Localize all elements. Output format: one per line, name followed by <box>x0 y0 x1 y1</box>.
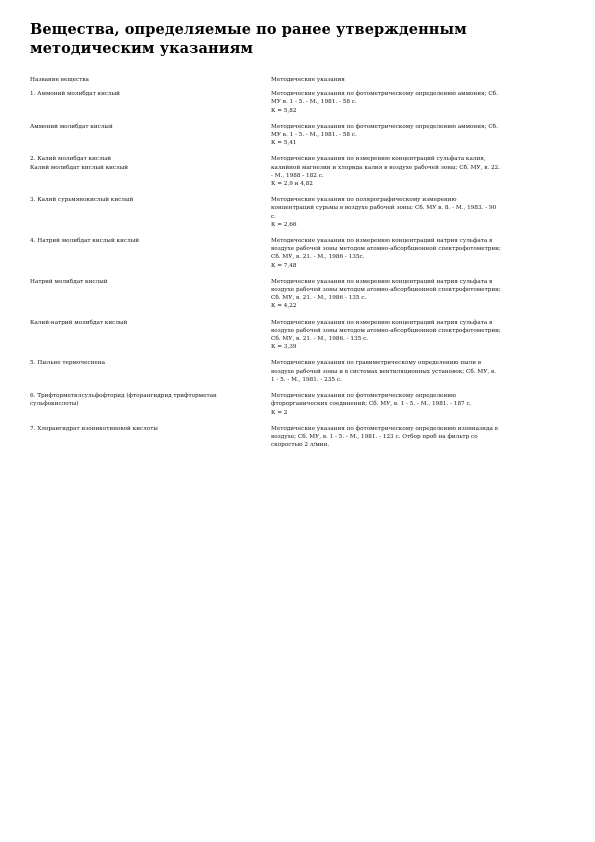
substance-name-cell <box>30 359 271 367</box>
substance-name-line: 7. Хлорангидрат изоникотиновой кислоты <box>30 425 158 432</box>
substance-name-line: 6. Трифторметилсульфофторид (фторангидрид трифторметан <box>30 393 217 400</box>
method-reference-line: калийной магнезии и хлорида калия в воздухе рабочей зоны; Сб. МУ, в. 22. <box>271 164 501 171</box>
method-reference-cell <box>271 237 570 270</box>
method-reference-cell <box>271 425 570 450</box>
method-reference-line: Методические указания по измерению концентраций натрия сульфата в <box>271 319 493 326</box>
substance-name-line: Калий молибдат кислый кислый <box>30 164 129 171</box>
method-reference-cell <box>271 123 570 148</box>
method-reference-line: Методические указания по фотометрическому определению аммония; Сб. <box>271 91 498 98</box>
method-reference-line: воздухе рабочей зоны методом атомно-абсорбционной спектрофотометрии; <box>271 246 501 253</box>
method-reference-line: Методические указания по фотометрическому определению аммония; Сб. <box>271 123 498 130</box>
substance-name-cell <box>30 196 271 204</box>
substance-name-cell <box>30 425 271 433</box>
method-reference-line: - М., 1988 - 182 с. <box>271 172 324 179</box>
method-reference-line: воздухе; Сб. МУ, в. 1 - 5. - М., 1981. - 123 с. Отбор проб на фильтр со <box>271 433 478 440</box>
substance-name-line: 2. Калий молибдат кислый <box>30 156 112 163</box>
method-reference-line: концентраций сурьмы в воздухе рабочей зоны; Сб. МУ в. 8. - М., 1983. - 90 <box>271 205 497 212</box>
table-row <box>30 196 570 229</box>
substance-name-line: 1. Аммоний молибдат кислый <box>30 91 120 98</box>
method-reference-cell <box>271 278 570 311</box>
method-reference-cell <box>271 155 570 188</box>
table-row <box>30 359 570 384</box>
method-reference-line: К = 2,66 <box>271 221 297 228</box>
method-reference-line: воздухе рабочей зоны методом атомно-абсорбционной спектрофотометрии; <box>271 327 501 334</box>
method-reference-line: К = 2,9 и 4,82 <box>271 181 313 188</box>
substance-name-line: сульфокислоты) <box>30 401 79 408</box>
method-reference-line: Методические указания по фотометрическому определению <box>271 393 456 400</box>
method-reference-line: Методические указания по измерению концентраций сульфата калия, <box>271 156 486 163</box>
method-reference-line: К = 5,41 <box>271 140 297 147</box>
substance-name-line: 4. Натрий молибдат кислый кислый <box>30 238 140 245</box>
title-line: Вещества, определяемые по ранее утвержденным <box>30 21 467 38</box>
method-reference-line: К = 7,48 <box>271 262 297 269</box>
table-row <box>30 278 570 311</box>
substance-name-cell <box>30 123 271 131</box>
method-reference-line: МУ в. 1 - 5. - М., 1981. - 58 с. <box>271 99 357 106</box>
method-reference-cell <box>271 392 570 417</box>
table-header-row <box>30 76 570 84</box>
substances-table <box>30 76 570 457</box>
substance-name-cell <box>30 392 271 408</box>
header-method: Методические указания <box>271 77 345 83</box>
substance-name-cell <box>30 319 271 327</box>
table-row <box>30 392 570 417</box>
substance-name-line: Калий-натрий молибдат кислый <box>30 319 128 326</box>
method-reference-line: скоростью 2 л/мин. <box>271 442 330 449</box>
method-reference-line: 1 - 5. - М., 1981. - 235 с. <box>271 376 342 383</box>
substance-name-cell <box>30 155 271 171</box>
title-line: методическим указаниям <box>30 40 254 57</box>
table-row <box>30 155 570 188</box>
substance-name-line: 3. Калий сурьмянокислый кислый <box>30 197 134 204</box>
substance-name-cell <box>30 278 271 286</box>
method-reference-cell <box>271 90 570 115</box>
method-reference-cell <box>271 319 570 352</box>
table-row <box>30 425 570 450</box>
method-reference-line: Методические указания по фотометрическому определению изониазида в <box>271 425 498 432</box>
document-title <box>30 20 570 58</box>
method-reference-line: К = 2 <box>271 409 288 416</box>
method-reference-line: Методические указания по измерению концентраций натрия сульфата в <box>271 278 493 285</box>
method-reference-line: фторорганических соединений; Сб. МУ, в. 1 - 5. - М., 1981. - 187 с. <box>271 401 472 408</box>
method-reference-line: Сб. МУ, в. 21. - М., 1986. - 135 с. <box>271 336 369 343</box>
method-reference-line: К = 3,39 <box>271 344 297 351</box>
method-reference-line: МУ в. 1 - 5. - М., 1981. - 58 с. <box>271 132 357 139</box>
method-reference-cell <box>271 196 570 229</box>
table-row <box>30 319 570 352</box>
table-row <box>30 123 570 148</box>
method-reference-line: Методические указания по полярографическому измерению <box>271 197 457 204</box>
method-reference-line: Методические указания по гравиметрическому определению пыли в <box>271 360 482 367</box>
substance-name-cell <box>30 90 271 98</box>
method-reference-line: Сб. МУ, в. 21. - М., 1986 - 135 с. <box>271 295 367 302</box>
substance-name-line: Натрий молибдат кислый <box>30 278 108 285</box>
method-reference-line: К = 4,22 <box>271 303 297 310</box>
method-reference-cell <box>271 359 570 384</box>
method-reference-line: Сб. МУ, в. 21. - М., 1986 - 135с. <box>271 254 365 261</box>
substance-name-cell <box>30 237 271 245</box>
method-reference-line: с. <box>271 213 276 220</box>
method-reference-line: Методические указания по измерению концентраций натрия сульфата в <box>271 238 493 245</box>
substance-name-line: 5. Пыльне термочеснена <box>30 360 106 367</box>
method-reference-line: К = 5,82 <box>271 107 297 114</box>
table-body <box>30 90 570 449</box>
header-substance: Название вещества <box>30 77 89 83</box>
table-row <box>30 90 570 115</box>
method-reference-line: воздухе рабочей зоны методом атомно-абсорбционной спектрофотометрии; <box>271 287 501 294</box>
substance-name-line: Аммоний молибдат кислый <box>30 123 113 130</box>
method-reference-line: воздухе рабочей зоны и в системах вентиляционных установок; Сб. МУ, в. <box>271 368 496 375</box>
table-row <box>30 237 570 270</box>
